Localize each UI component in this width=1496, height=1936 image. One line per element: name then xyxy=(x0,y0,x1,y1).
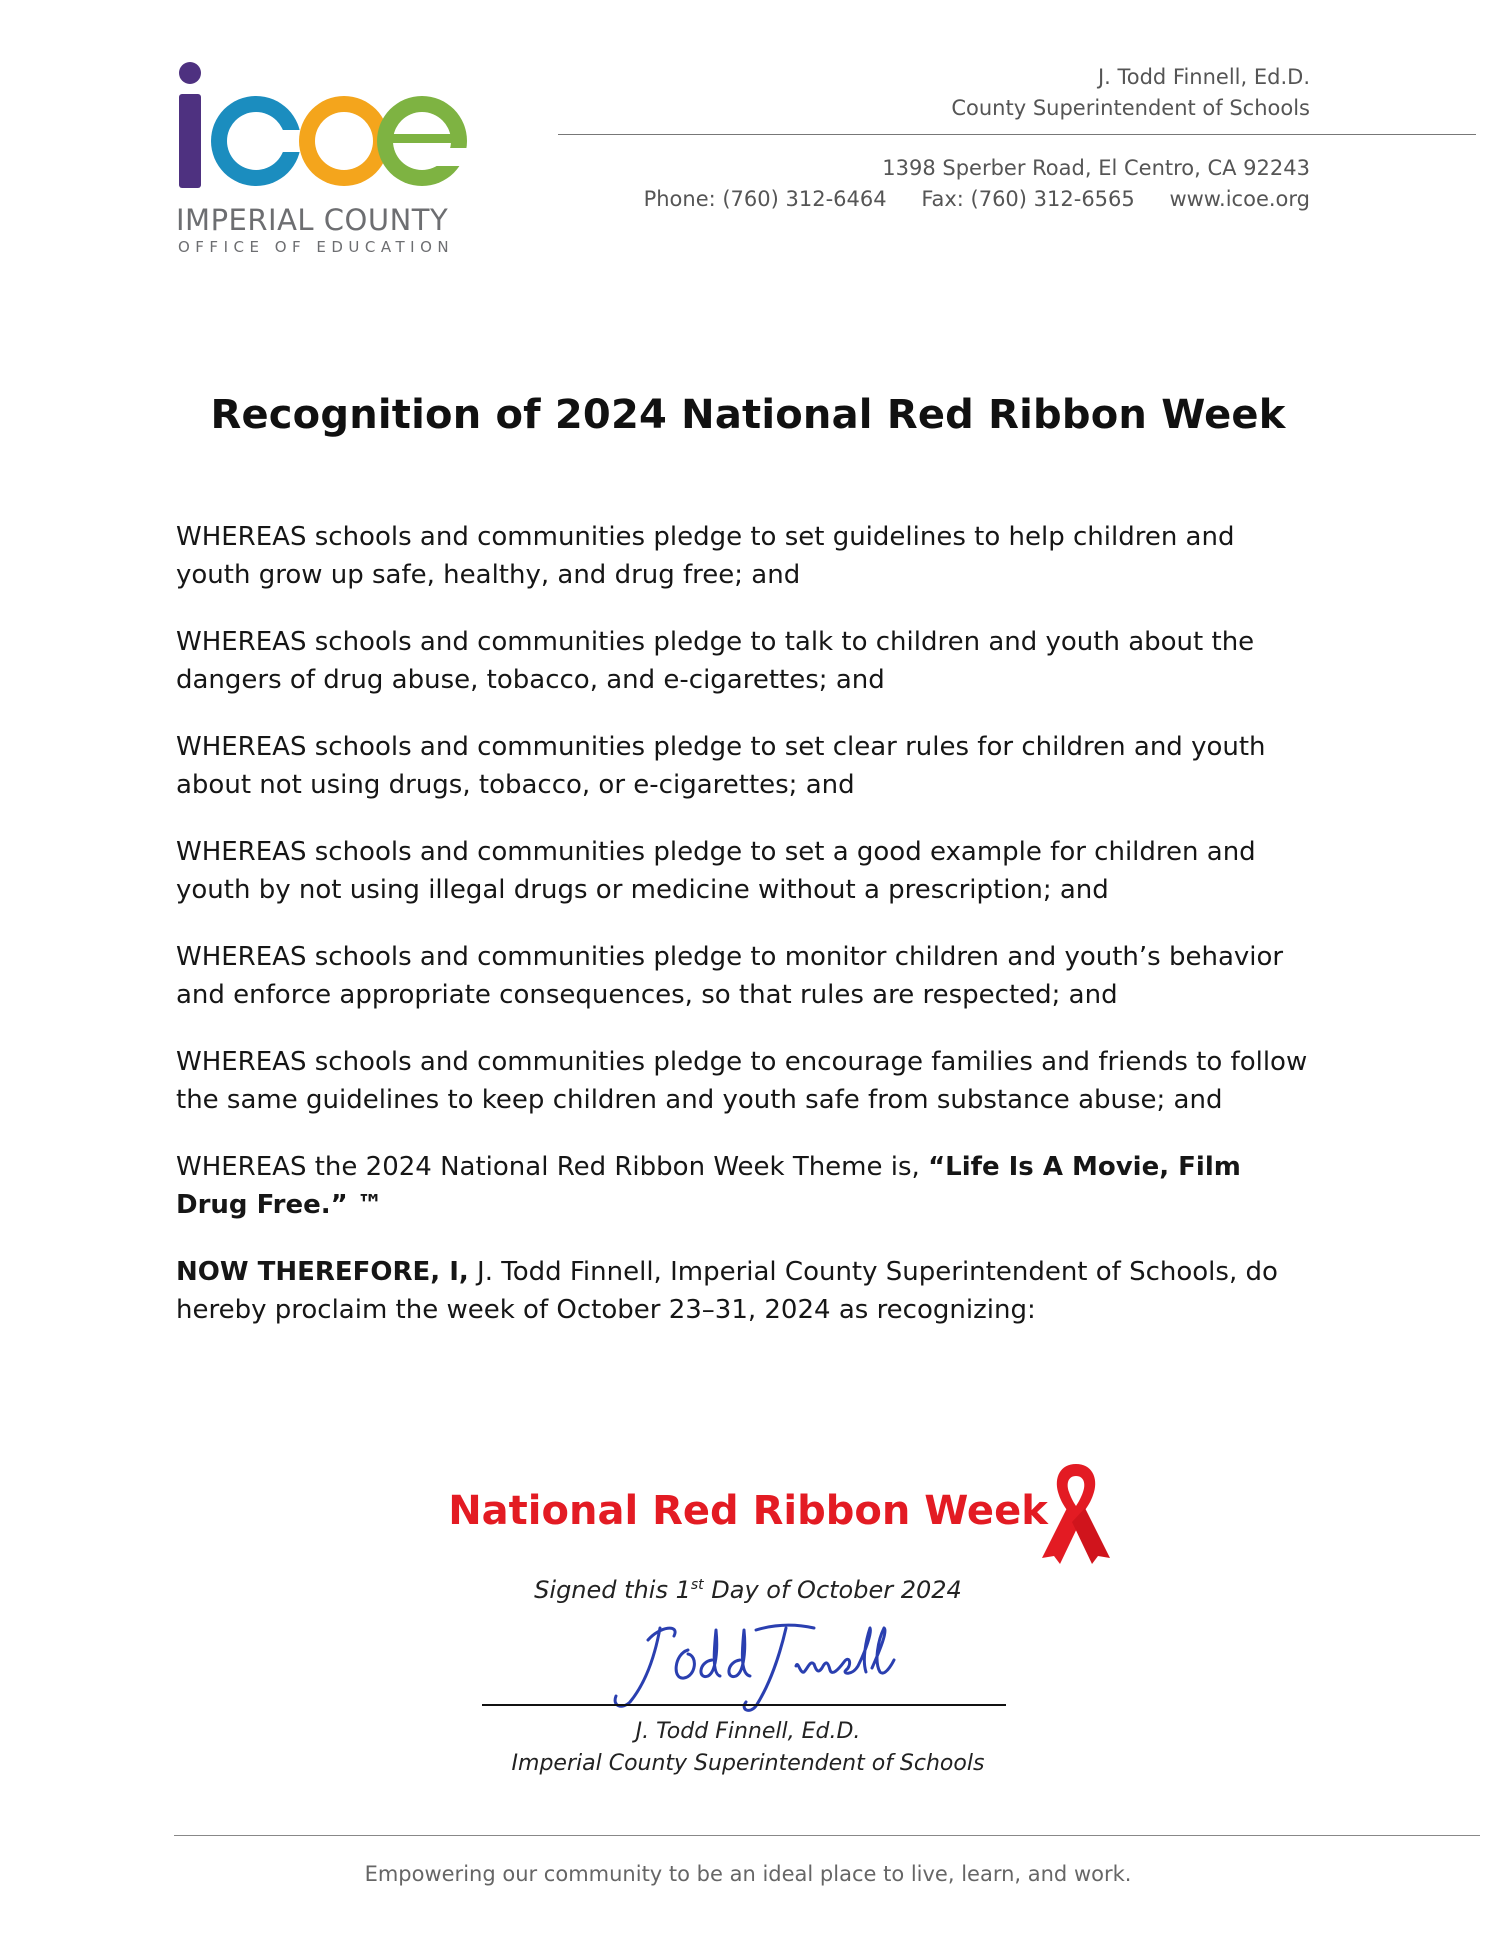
office-address: 1398 Sperber Road, El Centro, CA 92243 xyxy=(882,156,1310,180)
footer-divider xyxy=(174,1835,1480,1836)
letterhead-superintendent xyxy=(951,62,1310,124)
header-divider xyxy=(558,134,1476,135)
logo-line2: OFFICE OF EDUCATION xyxy=(178,238,455,256)
fax-number: Fax: (760) 312-6565 xyxy=(921,187,1135,211)
resolution-body xyxy=(176,518,1316,1358)
signature-line xyxy=(482,1704,1006,1706)
superintendent-role: County Superintendent of Schools xyxy=(951,96,1310,120)
signatory-block xyxy=(0,1716,1496,1780)
document-title: Recognition of 2024 National Red Ribbon Week xyxy=(210,392,1286,438)
icoe-logo xyxy=(172,60,472,260)
contact-line xyxy=(644,184,1310,215)
website-link[interactable]: www.icoe.org xyxy=(1169,187,1310,211)
phone-number: Phone: (760) 312-6464 xyxy=(643,187,887,211)
theme-clause xyxy=(176,1148,1316,1224)
theme-text: “Life Is A Movie, Film Drug Free.” ™ xyxy=(176,1152,1241,1220)
theme-prefix: WHEREAS the 2024 National Red Ribbon Week Theme is, xyxy=(176,1152,929,1182)
signed-date-text: Signed this 1 xyxy=(534,1576,691,1604)
signed-date-month: Day of October 2024 xyxy=(703,1576,962,1604)
letterhead-contact xyxy=(644,153,1310,215)
proclamation-text: J. Todd Finnell, Imperial County Superintendent of Schools, do hereby proclaim the week of October 23–31, 2024 as recognizing: xyxy=(176,1257,1278,1325)
logo-line1: IMPERIAL COUNTY xyxy=(176,203,449,237)
whereas-clause: WHEREAS schools and communities pledge to set clear rules for children and youth about not using drugs, tobacco, or e-cigarettes; and xyxy=(176,732,1266,800)
whereas-clause: WHEREAS schools and communities pledge to monitor children and youth’s behavior and enforce appropriate consequences, so that rules are respected; and xyxy=(176,942,1284,1010)
signed-date-ordinal: st xyxy=(690,1577,704,1593)
whereas-clause: WHEREAS schools and communities pledge to encourage families and friends to follow the same guidelines to keep children and youth safe from substance abuse; and xyxy=(176,1047,1308,1115)
signatory-name: J. Todd Finnell, Ed.D. xyxy=(635,1719,861,1744)
proclamation-clause xyxy=(176,1253,1316,1329)
whereas-clause: WHEREAS schools and communities pledge to set guidelines to help children and youth grow up safe, healthy, and drug free; and xyxy=(176,522,1235,590)
footer-tagline: Empowering our community to be an ideal place to live, learn, and work. xyxy=(364,1862,1132,1886)
signatory-title: Imperial County Superintendent of Schools xyxy=(511,1751,985,1776)
superintendent-name: J. Todd Finnell, Ed.D. xyxy=(1097,65,1310,89)
red-ribbon-icon xyxy=(1036,1460,1116,1564)
whereas-clause: WHEREAS schools and communities pledge to talk to children and youth about the dangers of drug abuse, tobacco, and e-cigarettes; and xyxy=(176,627,1255,695)
signed-date xyxy=(0,1576,1496,1604)
whereas-clause: WHEREAS schools and communities pledge to set a good example for children and youth by not using illegal drugs or medicine without a prescription; and xyxy=(176,837,1256,905)
proclamation-lead: NOW THEREFORE, I, xyxy=(176,1257,469,1287)
event-name: National Red Ribbon Week xyxy=(448,1488,1048,1534)
